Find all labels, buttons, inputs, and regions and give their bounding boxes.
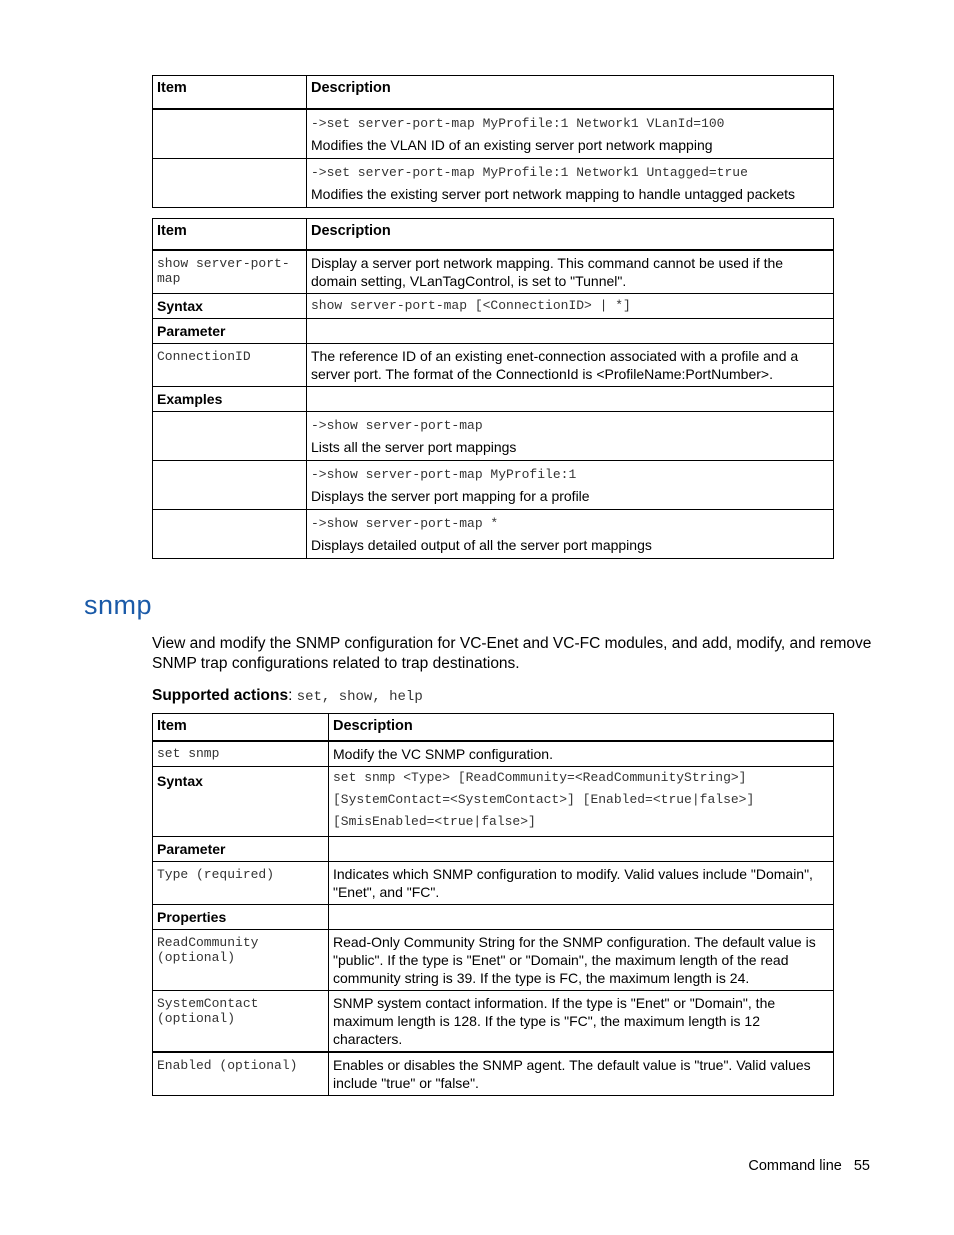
example-command: ->set server-port-map MyProfile:1 Network1 Untagged=true (311, 165, 748, 180)
description-cell (307, 109, 834, 159)
description-cell (307, 510, 834, 559)
parameter-name: Type (required) (153, 862, 329, 905)
syntax-line: [SmisEnabled=<true|false>] (333, 814, 536, 829)
table-row (153, 109, 834, 159)
item-cell (153, 159, 307, 208)
property-name: ReadCommunity (optional) (153, 930, 329, 991)
column-header-description: Description (329, 714, 834, 742)
parameter-name: ConnectionID (153, 344, 307, 387)
table-row (153, 862, 834, 905)
example-command: ->show server-port-map * (311, 516, 499, 531)
table-set-snmp (152, 713, 834, 1096)
example-command: ->set server-port-map MyProfile:1 Network1 VLanId=100 (311, 116, 725, 131)
column-header-description: Description (307, 219, 834, 251)
empty-cell (307, 319, 834, 344)
command-description: Modify the VC SNMP configuration. (329, 741, 834, 767)
empty-cell (329, 837, 834, 862)
empty-cell (329, 905, 834, 930)
column-header-item: Item (153, 714, 329, 742)
column-header-item: Item (153, 219, 307, 251)
property-description: Read-Only Community String for the SNMP configuration. The default value is "public". If the type is "Enet" or "Domain", the maximum length of the read community string is 39. If the type is FC, the maximum length is 24. (329, 930, 834, 991)
table-row (153, 461, 834, 510)
description-cell (307, 412, 834, 461)
supported-actions-separator: : (288, 687, 297, 704)
syntax-value: show server-port-map [<ConnectionID> | *] (307, 294, 834, 319)
item-cell (153, 510, 307, 559)
properties-label: Properties (153, 905, 329, 930)
parameter-label: Parameter (153, 837, 329, 862)
syntax-value (329, 767, 834, 837)
table-row (153, 159, 834, 208)
property-description: SNMP system contact information. If the type is "Enet" or "Domain", the maximum length is 128. If the type is "FC", the maximum length is 12 characters. (329, 991, 834, 1053)
example-description: Modifies the VLAN ID of an existing server port network mapping (311, 137, 713, 153)
table-row (153, 344, 834, 387)
page-number: 55 (853, 1158, 870, 1174)
table-row (153, 387, 834, 412)
supported-actions-value: set, show, help (296, 689, 423, 705)
table-row (153, 741, 834, 767)
table-row (153, 930, 834, 991)
item-cell (153, 461, 307, 510)
command-name: show server-port-map (153, 250, 307, 294)
table-row (153, 250, 834, 294)
example-command: ->show server-port-map MyProfile:1 (311, 467, 577, 482)
section-title: snmp (84, 590, 153, 620)
item-cell (153, 109, 307, 159)
example-description: Displays the server port mapping for a profile (311, 488, 590, 504)
page-footer (720, 1158, 870, 1174)
property-description: Enables or disables the SNMP agent. The default value is "true". Valid values include "true" or "false". (329, 1052, 834, 1096)
column-header-item: Item (153, 76, 307, 110)
table-row (153, 510, 834, 559)
table-row (153, 319, 834, 344)
syntax-label: Syntax (153, 767, 329, 837)
table-row (153, 837, 834, 862)
examples-label: Examples (153, 387, 307, 412)
table-set-server-port-map-examples (152, 75, 834, 208)
column-header-description: Description (307, 76, 834, 110)
example-description: Lists all the server port mappings (311, 439, 517, 455)
supported-actions (152, 686, 423, 707)
empty-cell (307, 387, 834, 412)
table-row (153, 294, 834, 319)
item-cell (153, 412, 307, 461)
command-description: Display a server port network mapping. This command cannot be used if the domain setting, VLanTagControl, is set to "Tunnel". (307, 250, 834, 294)
command-name: set snmp (153, 741, 329, 767)
example-command: ->show server-port-map (311, 418, 483, 433)
footer-section: Command line (748, 1158, 842, 1174)
description-cell (307, 159, 834, 208)
table-row (153, 412, 834, 461)
property-name: SystemContact (optional) (153, 991, 329, 1053)
property-name: Enabled (optional) (153, 1052, 329, 1096)
table-row (153, 991, 834, 1053)
syntax-line: set snmp <Type> [ReadCommunity=<ReadCommunityString>] (333, 770, 747, 785)
supported-actions-label: Supported actions (152, 687, 289, 704)
example-description: Displays detailed output of all the server port mappings (311, 537, 652, 553)
example-description: Modifies the existing server port network mapping to handle untagged packets (311, 186, 796, 202)
table-show-server-port-map (152, 218, 834, 559)
table-row (153, 905, 834, 930)
parameter-label: Parameter (153, 319, 307, 344)
table-row (153, 1052, 834, 1096)
syntax-label: Syntax (153, 294, 307, 319)
section-intro: View and modify the SNMP configuration for VC-Enet and VC-FC modules, and add, modify, and remove SNMP trap configurations related to trap destinations. (152, 635, 872, 672)
table-row (153, 767, 834, 837)
parameter-description: Indicates which SNMP configuration to modify. Valid values include "Domain", "Enet", and "FC". (329, 862, 834, 905)
description-cell (307, 461, 834, 510)
parameter-description: The reference ID of an existing enet-connection associated with a profile and a server port. The format of the ConnectionId is <ProfileName:PortNumber>. (307, 344, 834, 387)
syntax-line: [SystemContact=<SystemContact>] [Enabled=<true|false>] (333, 792, 755, 807)
